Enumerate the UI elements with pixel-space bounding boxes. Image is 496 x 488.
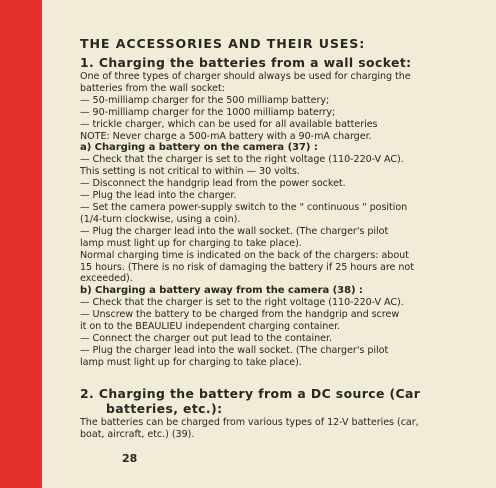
section-1-line: batteries from the wall socket:	[80, 82, 225, 94]
subsection-b-heading: b) Charging a battery away from the camera (38) :	[80, 285, 363, 297]
section-gap	[80, 369, 494, 386]
manual-page	[42, 0, 496, 488]
page-content	[80, 36, 494, 440]
section-2-line: The batteries can be charged from various types of 12-V batteries (car,	[80, 416, 419, 428]
subsection-b-line: — Plug the charger lead into the wall socket. (The charger's pilot	[80, 344, 389, 356]
subsection-b-line: — Unscrew the battery to be charged from the handgrip and screw	[80, 309, 400, 321]
section-1-line: — trickle charger, which can be used for all available batteries	[80, 118, 378, 130]
subsection-a-line: — Check that the charger is set to the right voltage (110-220-V AC).	[80, 154, 404, 166]
subsection-a-line: This setting is not critical to within — 30 volts.	[80, 166, 300, 178]
section-2-line: boat, aircraft, etc.) (39).	[80, 428, 195, 440]
subsection-a-line: — Disconnect the handgrip lead from the power socket.	[80, 178, 346, 190]
section-2-heading: 2. Charging the battery from a DC source (Car	[80, 385, 421, 401]
subsection-a-line: — Set the camera power-supply switch to the " continuous " position	[80, 201, 408, 213]
subsection-a-line: 15 hours. (There is no risk of damaging the battery if 25 hours are not	[80, 261, 414, 273]
subsection-b-line: — Check that the charger is set to the right voltage (110-220-V AC).	[80, 297, 404, 309]
subsection-b-line: lamp must light up for charging to take place).	[80, 356, 302, 368]
section-1-line: — 50-milliamp charger for the 500 milliamp battery;	[80, 94, 330, 106]
page-title: THE ACCESSORIES AND THEIR USES:	[80, 36, 366, 51]
section-1-line: — 90-milliamp charger for the 1000 milliamp baterry;	[80, 106, 336, 118]
subsection-b-line: — Connect the charger out put lead to the container.	[80, 332, 332, 344]
subsection-a-line: — Plug the charger lead into the wall socket. (The charger's pilot	[80, 225, 389, 237]
subsection-a-line: — Plug the lead into the charger.	[80, 190, 237, 202]
page-number: 28	[122, 452, 138, 465]
subsection-a-line: Normal charging time is indicated on the back of the chargers: about	[80, 249, 409, 261]
subsection-a-heading: a) Charging a battery on the camera (37) :	[80, 142, 318, 154]
subsection-b-line: it on to the BEAULIEU independent charging container.	[80, 321, 341, 333]
section-1-line: NOTE: Never charge a 500-mA battery with a 90-mA charger.	[80, 130, 372, 142]
subsection-a-line: lamp must light up for charging to take place).	[80, 237, 302, 249]
red-page-edge	[0, 0, 42, 488]
subsection-a-line: (1/4-turn clockwise, using a coin).	[80, 213, 241, 225]
section-2-heading-cont: batteries, etc.):	[106, 401, 223, 417]
subsection-a-line: exceeded).	[80, 273, 133, 285]
section-1-heading: 1. Charging the batteries from a wall socket:	[80, 55, 412, 70]
section-1-line: One of three types of charger should always be used for charging the	[80, 71, 411, 82]
